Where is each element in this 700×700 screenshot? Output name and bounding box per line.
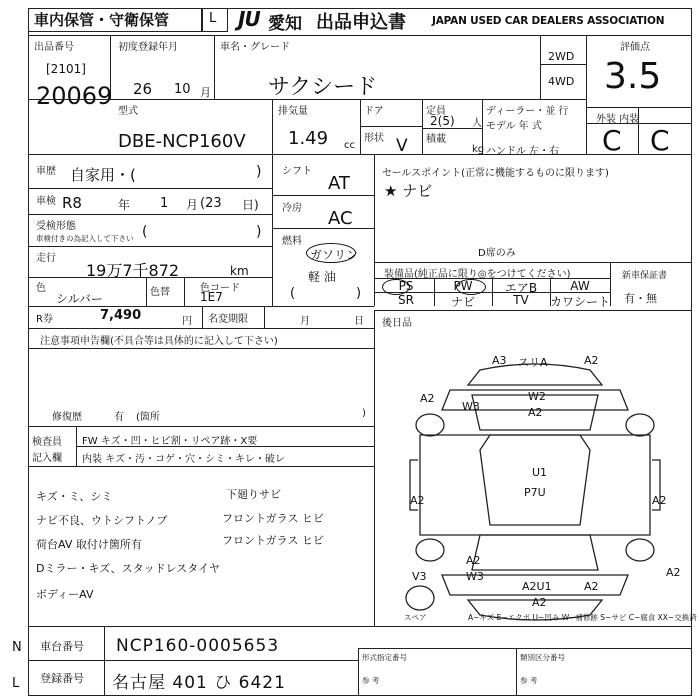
fuel-value: ガソリン: [310, 248, 359, 262]
exterior-grade: C: [602, 124, 622, 157]
equipment-item: TV: [513, 293, 529, 307]
remark-line: 下廻りサビ: [226, 488, 281, 501]
storage-code: L: [209, 11, 217, 26]
registration-month: 10: [174, 82, 191, 97]
ac-label: 冷房: [282, 203, 302, 214]
chassis-label: 車台番号: [40, 640, 84, 653]
org-name: 愛知: [268, 14, 302, 34]
equipment-item: PW: [453, 279, 473, 293]
shaken-day-unit: 日): [242, 198, 259, 212]
model-year-label: モデル 年 式: [486, 121, 542, 132]
mileage-value: 19万7千872: [86, 261, 180, 280]
type-label: 型式: [118, 106, 138, 117]
plate-label: 登録番号: [40, 672, 84, 685]
color-value: シルバー: [56, 292, 103, 306]
color-label: 色: [36, 283, 46, 294]
english-title: JAPAN USED CAR DEALERS ASSOCIATION: [432, 15, 665, 27]
form-title: 出品申込書: [316, 12, 406, 33]
receive-close: ): [256, 224, 262, 240]
side-code-l: L: [12, 676, 20, 691]
displacement-value: 1.49: [288, 128, 329, 149]
storage-text: 車内保管・守衛保管: [34, 11, 170, 29]
shaken-day: (23: [200, 196, 222, 211]
damage-mark: W3: [462, 400, 480, 413]
damage-mark: U1: [532, 466, 548, 479]
repair-label: 修復歴: [52, 412, 82, 423]
shift-value: AT: [328, 173, 350, 194]
model-name: サクシード: [268, 75, 378, 100]
side-code-n: N: [12, 640, 22, 655]
lot-label: 出品番号: [34, 42, 74, 53]
inspector-label-1: 検査員: [32, 437, 62, 448]
remark-line: ボディーAV: [36, 588, 94, 601]
inspector-row-1: FW キズ・凹・ヒビ割・リペア跡・X要: [82, 436, 258, 447]
lot-small: [2101]: [46, 62, 86, 76]
color-code: 1E7: [200, 290, 223, 304]
model-label: 車名・グレード: [220, 42, 290, 53]
repair-loc: (箇所: [136, 412, 160, 423]
damage-mark: V3: [412, 570, 427, 583]
equipment-handwritten: D席のみ: [478, 248, 516, 259]
history-label: 車歴: [36, 166, 56, 177]
fuel-paren-close: ): [356, 286, 362, 301]
fuel-label: 燃料: [282, 236, 302, 247]
damage-mark: A2U1: [522, 580, 552, 593]
door-label: ドア: [364, 106, 384, 117]
damage-mark: W2: [528, 390, 546, 403]
warranty-value: 有・無: [624, 292, 657, 305]
cc-unit: cc: [344, 140, 355, 151]
handle-label: ハンドル 左・右: [486, 146, 560, 157]
inspector-label-2: 記入欄: [32, 453, 62, 464]
name-change-day-unit: 日: [354, 316, 364, 327]
equipment-item: PS: [398, 279, 414, 293]
dealer-label: ディーラー・並 行: [486, 106, 569, 117]
receive-sub: 車検付きの為記入して下さい: [36, 234, 134, 243]
shape-value: V: [396, 136, 408, 156]
lot-number: 20069: [36, 82, 113, 110]
name-change-month-unit: 月: [300, 316, 310, 327]
remark-line: ナビ不良、ウトシフトノブ: [36, 514, 168, 527]
damage-mark: P7U: [524, 486, 546, 499]
remark-line: フロントガラス ヒビ: [222, 512, 324, 525]
recycle-unit: 円: [182, 316, 192, 327]
type-value: DBE-NCP160V: [118, 131, 246, 152]
color-code-label: 色コード: [200, 283, 240, 294]
displacement-label: 排気量: [278, 106, 308, 117]
load-unit: kg: [472, 144, 485, 155]
grade-label: 評価点: [620, 42, 650, 53]
recycle-value: 7,490: [100, 308, 142, 323]
registration-month-unit: 月: [200, 86, 211, 99]
shaken-month-unit: 月: [186, 198, 199, 212]
damage-mark: A2: [584, 580, 599, 593]
mileage-label: 走行: [36, 253, 56, 264]
fuel-circle: [306, 243, 359, 263]
interior-grade: C: [650, 124, 670, 157]
remark-line: Dミラー・キズ、スタッドレスタイヤ: [36, 562, 221, 575]
grade-value: 3.5: [604, 56, 662, 97]
ju-logo: JU: [238, 7, 260, 31]
history-close: ): [256, 164, 262, 180]
ext-int-label: 外装 内装: [596, 114, 640, 125]
capacity-label: 定員: [426, 106, 446, 117]
equipment-item: AW: [570, 279, 590, 293]
spare-label: スペア: [404, 613, 427, 622]
mileage-unit: km: [230, 264, 249, 278]
equipment-item: ナビ: [450, 295, 475, 309]
damage-mark: A2: [584, 354, 599, 367]
registration-year: 26: [133, 80, 153, 98]
damage-mark: W3: [466, 570, 484, 583]
shaken-year: R8: [62, 194, 82, 212]
plate-value: 名古屋 401 ひ 6421: [112, 673, 286, 693]
remark-line: フロントガラス ヒビ: [222, 534, 324, 547]
shift-label: シフト: [282, 166, 312, 177]
equipment-label: 装備品(純正品に限り◎をつけてください): [384, 269, 571, 280]
designation-class-sub: 参 考: [520, 676, 538, 685]
damage-mark: A2: [466, 554, 481, 567]
chassis-value: NCP160-0005653: [116, 636, 280, 656]
inspector-row-2: 内装 キズ・汚・コゲ・穴・シミ・キレ・破レ: [82, 454, 285, 465]
designation-class-label: 類別区分番号: [520, 653, 565, 662]
shaken-label: 車検: [36, 196, 56, 207]
fuel-paren-open: (: [290, 286, 296, 301]
load-label: 積載: [426, 134, 446, 145]
damage-mark: A2: [410, 494, 425, 507]
damage-legend: A−キズ E−エクボ U−凹み W−補修跡 S−サビ C−腐食 XX−交換済: [468, 613, 697, 622]
sales-point-value: ★ ナビ: [384, 182, 433, 200]
shaken-year-unit: 年: [118, 198, 131, 212]
repair-value: 有: [114, 412, 124, 423]
drive-4wd: 4WD: [548, 75, 575, 88]
registration-label: 初度登録年月: [118, 42, 178, 53]
damage-mark: A2: [666, 566, 681, 579]
capacity-value: 2(5): [430, 114, 455, 128]
equipment-item: エアB: [504, 281, 538, 295]
equipment-circle: [382, 279, 410, 295]
designation-type-sub: 参 考: [362, 676, 380, 685]
remark-line: 荷台AV 取付け箇所有: [36, 538, 142, 551]
color-swap-label: 色替: [150, 287, 170, 298]
recycle-label: R券: [36, 314, 53, 325]
receive-label: 受検形態: [36, 221, 76, 232]
damage-mark: A3: [492, 354, 507, 367]
repair-close: ): [362, 408, 366, 419]
warranty-label: 新車保証書: [622, 271, 668, 281]
designation-type-label: 形式指定番号: [362, 653, 407, 662]
damage-mark: A2: [528, 406, 543, 419]
name-change-label: 名変期限: [208, 314, 248, 325]
shape-label: 形状: [364, 133, 384, 144]
receive-value: (: [142, 224, 148, 240]
damage-mark: A2: [420, 392, 435, 405]
capacity-unit: 人: [472, 118, 482, 129]
equipment-circle: [456, 279, 486, 295]
history-value: 自家用・(: [70, 166, 136, 184]
fuel-alt: 軽 油: [308, 270, 336, 284]
shaken-month: 1: [160, 196, 169, 211]
ac-value: AC: [328, 208, 353, 229]
remark-line: キズ・ミ、シミ: [36, 490, 113, 503]
damage-mark: A2: [652, 494, 667, 507]
damage-mark: スリA: [518, 356, 548, 369]
drive-2wd: 2WD: [548, 50, 575, 63]
damage-mark: A2: [532, 596, 547, 609]
sales-point-label: セールスポイント(正常に機能するものに限ります): [382, 168, 609, 179]
notes-label: 注意事項申告欄(不具合等は具体的に記入して下さい): [40, 336, 278, 347]
after-label: 後日品: [382, 318, 412, 329]
equipment-item: カワシート: [550, 295, 611, 309]
equipment-item: SR: [398, 293, 414, 307]
